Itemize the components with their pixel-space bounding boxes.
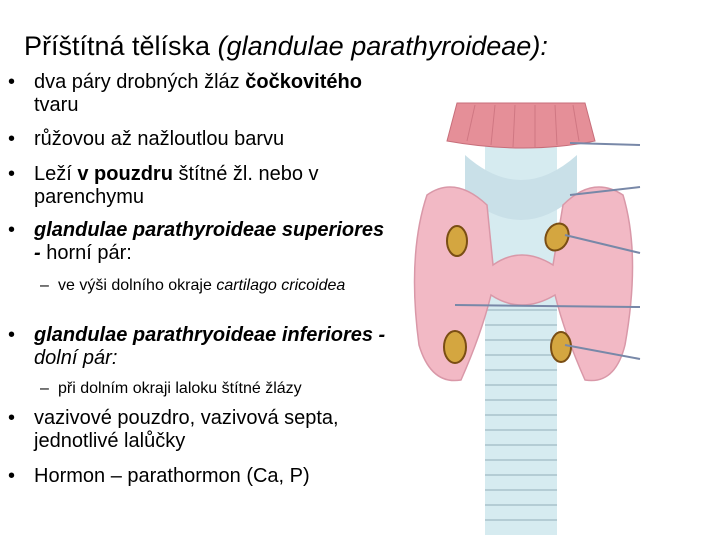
bullet-capsule [8, 407, 388, 453]
subbullet-marker: – [40, 277, 49, 294]
subbullet-superior-latin: cartilago cricoidea [216, 277, 346, 294]
bullet-marker: • [8, 128, 16, 150]
parathyroid-inferior-left [444, 331, 466, 363]
bullet-location [8, 163, 388, 209]
bullet-capsule-text: vazivové pouzdro, vazivová septa, jednotlivé lalůčky [34, 407, 339, 452]
bullet-color-text: růžovou až nažloutlou barvu [34, 128, 285, 150]
bullet-superior-rest: horní pár: [46, 242, 132, 264]
bullet-marker: • [8, 71, 16, 93]
bullet-marker: • [8, 465, 16, 487]
bullet-inferior-term: glandulae parathryoideae inferiores [34, 324, 373, 346]
bullet-superior-sep: - [34, 242, 47, 264]
parathyroid-illustration [395, 95, 655, 535]
bullet-location-text-a: Leží [34, 163, 78, 185]
bullet-hormone [8, 465, 388, 488]
bullet-superior-term: glandulae parathyroideae superiores [34, 219, 385, 241]
bullet-location-text-b: štítné žl. nebo v parenchymu [34, 163, 319, 208]
title-main: Příštítná tělíska [24, 31, 211, 61]
bullet-inferior-rest: dolní pár: [34, 347, 118, 369]
bullet-shape [8, 71, 388, 117]
subbullet-superior [40, 277, 390, 295]
bullet-marker: • [8, 407, 16, 429]
bullet-superior [8, 219, 388, 265]
muscle [447, 103, 595, 148]
title-latin: (glandulae parathyroideae): [217, 31, 548, 61]
bullet-location-bold: v pouzdru [77, 163, 173, 185]
bullet-hormone-text: Hormon – parathormon (Ca, P) [34, 465, 310, 487]
subbullet-inferior [40, 380, 390, 398]
subbullet-inferior-text: při dolním okraji laloku štítné žlázy [58, 380, 302, 397]
subbullet-superior-text: ve výši dolního okraje [58, 277, 217, 294]
slide-title [24, 30, 714, 62]
subbullet-marker: – [40, 380, 49, 397]
bullet-marker: • [8, 163, 16, 185]
bullet-marker: • [8, 324, 16, 346]
parathyroid-inferior-right [551, 332, 571, 362]
bullet-inferior-sep: - [373, 324, 386, 346]
bullet-shape-text-a: dva páry drobných žláz [34, 71, 240, 93]
bullet-shape-text-b: tvaru [34, 94, 79, 116]
bullet-shape-bold: čočkovitého [245, 71, 362, 93]
bullet-inferior [8, 324, 388, 370]
parathyroid-superior-left [447, 226, 467, 256]
bullet-color [8, 128, 388, 151]
bullet-marker: • [8, 219, 16, 241]
